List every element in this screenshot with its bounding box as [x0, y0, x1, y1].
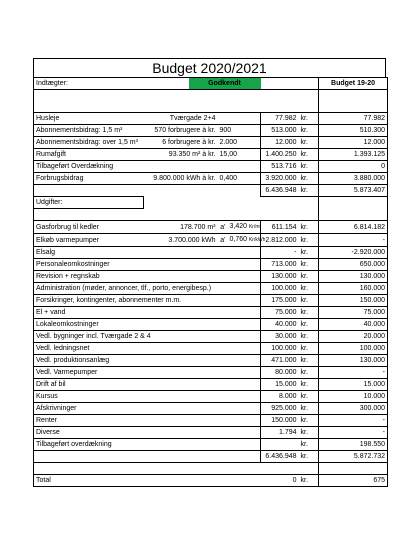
row-rate — [228, 319, 261, 331]
row-rate — [228, 307, 261, 319]
row-rate — [228, 403, 261, 415]
row-prev: 198.550 — [319, 439, 388, 451]
row-value: 80.000 — [261, 367, 299, 379]
row-a — [218, 259, 228, 271]
table-row — [34, 403, 388, 415]
row-a — [218, 283, 228, 295]
row-unit: kr. — [299, 379, 319, 391]
row-a — [218, 367, 228, 379]
row-value: 40.000 — [261, 319, 299, 331]
row-a: a' — [218, 221, 228, 234]
table-row — [34, 173, 388, 185]
row-prev: - — [319, 234, 388, 247]
row-a — [218, 295, 228, 307]
table-row — [34, 391, 388, 403]
row-desc: 93.350 m² à kr. — [144, 149, 218, 161]
row-prev: 100.000 — [319, 343, 388, 355]
row-rate: 0,760 Kr/kWh — [228, 234, 261, 247]
row-label: Renter — [34, 415, 218, 427]
row-label: Afskrivninger — [34, 403, 218, 415]
row-prev: 130.000 — [319, 355, 388, 367]
row-prev: - — [319, 367, 388, 379]
row-unit: kr. — [299, 259, 319, 271]
row-unit: kr. — [299, 415, 319, 427]
row-a — [218, 319, 228, 331]
row-unit: kr. — [299, 427, 319, 439]
row-label: Abonnementsbidrag: 1,5 m³ — [34, 125, 144, 137]
row-prev: 3.880.000 — [319, 173, 388, 185]
row-unit: kr. — [299, 295, 319, 307]
row-unit: kr. — [299, 185, 319, 197]
row-unit: kr. — [299, 137, 319, 149]
row-a — [218, 427, 228, 439]
row-label: Forbrugsbidrag — [34, 173, 144, 185]
row-value: 100.000 — [261, 343, 299, 355]
table-row — [34, 221, 388, 234]
table-row — [34, 355, 388, 367]
row-unit: kr. — [299, 125, 319, 137]
row-rate — [228, 283, 261, 295]
row-prev: 650.000 — [319, 259, 388, 271]
grand-total-prev: 675 — [319, 475, 388, 487]
row-desc: 9.800.000 kWh à kr. — [144, 173, 218, 185]
row-unit: kr. — [299, 113, 319, 125]
expense-total-row — [34, 451, 388, 463]
row-value: 75.000 — [261, 307, 299, 319]
table-row — [34, 415, 388, 427]
prev-budget-header: Budget 19-20 — [319, 78, 388, 90]
table-row — [34, 331, 388, 343]
row-rate — [228, 427, 261, 439]
row-a — [218, 355, 228, 367]
row-unit: kr. — [299, 355, 319, 367]
row-a — [218, 271, 228, 283]
row-value: 77.982 — [261, 113, 299, 125]
row-a — [218, 247, 228, 259]
table-row — [34, 283, 388, 295]
row-value: 30.000 — [261, 331, 299, 343]
row-value: 513.000 — [261, 125, 299, 137]
budget-title: Budget 2020/2021 — [33, 58, 386, 77]
row-label: Rumafgift — [34, 149, 144, 161]
grand-total-label: Total — [34, 475, 261, 487]
row-rate — [228, 271, 261, 283]
table-row — [34, 259, 388, 271]
row-label: Lokaleomkostninger — [34, 319, 218, 331]
row-unit: kr. — [299, 271, 319, 283]
row-value: 1.400.250 — [261, 149, 299, 161]
row-rate — [228, 343, 261, 355]
row-prev: 1.393.125 — [319, 149, 388, 161]
row-value: 12.000 — [261, 137, 299, 149]
row-value: 3.920.000 — [261, 173, 299, 185]
row-label: Diverse — [34, 427, 218, 439]
income-label: Indtægter: — [34, 78, 144, 90]
table-row — [34, 113, 388, 125]
row-unit: kr. — [299, 451, 319, 463]
table-row — [34, 149, 388, 161]
row-unit: kr. — [299, 403, 319, 415]
row-value: 611.154 — [261, 221, 299, 234]
row-desc: 178.700 m³ — [144, 221, 218, 234]
row-label: Tilbageført Overdækning — [34, 161, 144, 173]
row-label: Elkøb varmepumper — [34, 234, 144, 247]
spacer-row — [34, 90, 388, 102]
table-row — [34, 367, 388, 379]
row-prev: 6.814.182 — [319, 221, 388, 234]
row-unit: kr. — [299, 247, 319, 259]
row-prev: 300.000 — [319, 403, 388, 415]
income-total-prev: 5.873.407 — [319, 185, 388, 197]
row-desc: 3.700.000 kWh — [144, 234, 218, 247]
row-label: Abonnementsbidrag: over 1,5 m³ — [34, 137, 144, 149]
row-a — [218, 391, 228, 403]
row-unit: kr. — [299, 367, 319, 379]
row-rate: 0,400 — [218, 173, 261, 185]
row-rate — [228, 439, 261, 451]
income-total-row — [34, 185, 388, 197]
row-label: Revision + regnskab — [34, 271, 218, 283]
row-value: 15.000 — [261, 379, 299, 391]
row-unit: kr. — [299, 173, 319, 185]
row-value: 513.716 — [261, 161, 299, 173]
row-desc: 570 forbrugere à kr. — [144, 125, 218, 137]
row-prev: 12.000 — [319, 137, 388, 149]
grand-total-row — [34, 475, 388, 487]
row-desc — [144, 161, 218, 173]
row-label: Forsikringer, kontingenter, abonnementer m.m. — [34, 295, 218, 307]
grand-total-value: 0 — [261, 475, 299, 487]
table-row — [34, 307, 388, 319]
status-badge: Godkendt — [189, 78, 261, 90]
row-value: 150.000 — [261, 415, 299, 427]
row-label: Vedl. Varmepumper — [34, 367, 218, 379]
row-prev: 20.000 — [319, 331, 388, 343]
table-row — [34, 427, 388, 439]
row-label: Gasforbrug til kedler — [34, 221, 144, 234]
row-prev: 10.000 — [319, 391, 388, 403]
header-row — [34, 78, 388, 90]
table-row — [34, 439, 388, 451]
row-prev: 75.000 — [319, 307, 388, 319]
row-a — [218, 403, 228, 415]
row-prev: 130.000 — [319, 271, 388, 283]
spacer-row — [34, 463, 388, 475]
row-rate — [228, 331, 261, 343]
row-label: Drift af bil — [34, 379, 218, 391]
row-a: a' — [218, 234, 228, 247]
table-row — [34, 125, 388, 137]
row-label: Administration (møder, annoncer, tlf., porto, energibesp.) — [34, 283, 218, 295]
row-prev: 40.000 — [319, 319, 388, 331]
table-row — [34, 271, 388, 283]
row-unit: kr. — [299, 343, 319, 355]
budget-sheet — [33, 58, 386, 487]
row-value: 100.000 — [261, 283, 299, 295]
row-prev: -2.920.000 — [319, 247, 388, 259]
row-value: - — [261, 247, 299, 259]
row-label: Vedl. ledningsnet — [34, 343, 218, 355]
row-unit: kr. — [299, 475, 319, 487]
row-label: Personaleomkostninger — [34, 259, 218, 271]
row-rate — [228, 259, 261, 271]
table-row — [34, 234, 388, 247]
row-prev: 160.000 — [319, 283, 388, 295]
spacer-row — [34, 101, 388, 113]
row-unit: kr. — [299, 319, 319, 331]
row-a — [218, 439, 228, 451]
table-row — [34, 319, 388, 331]
row-unit: kr. — [299, 283, 319, 295]
row-a — [218, 307, 228, 319]
table-row — [34, 247, 388, 259]
row-label: Vedl. produktionsanlæg — [34, 355, 218, 367]
row-value: 130.000 — [261, 271, 299, 283]
row-unit: kr. — [299, 439, 319, 451]
row-unit: kr. — [299, 161, 319, 173]
row-desc: 6 forbrugere à kr. — [144, 137, 218, 149]
row-value: 1.794 — [261, 427, 299, 439]
row-value: 925.000 — [261, 403, 299, 415]
expense-label: Udgifter: — [34, 197, 144, 209]
row-prev: 0 — [319, 161, 388, 173]
row-a — [218, 415, 228, 427]
row-desc: Tværgade 2+4 — [144, 113, 218, 125]
row-value — [261, 439, 299, 451]
row-label: Husleje — [34, 113, 144, 125]
row-rate — [228, 295, 261, 307]
row-rate — [218, 161, 261, 173]
expense-label-row — [34, 197, 388, 209]
table-row — [34, 343, 388, 355]
row-unit: kr. — [299, 391, 319, 403]
row-rate — [228, 415, 261, 427]
table-row — [34, 379, 388, 391]
row-rate — [228, 379, 261, 391]
expense-total-prev: 5.872.732 — [319, 451, 388, 463]
row-label: Kursus — [34, 391, 218, 403]
row-value: 2.812.000 — [261, 234, 299, 247]
row-unit: kr. — [299, 149, 319, 161]
row-value: 8.000 — [261, 391, 299, 403]
row-prev: 150.000 — [319, 295, 388, 307]
row-rate — [228, 391, 261, 403]
table-row — [34, 137, 388, 149]
row-label: Vedl. bygninger incl. Tværgade 2 & 4 — [34, 331, 218, 343]
row-prev: - — [319, 427, 388, 439]
row-value: 175.000 — [261, 295, 299, 307]
row-prev: 15.000 — [319, 379, 388, 391]
row-prev: - — [319, 415, 388, 427]
row-prev: 77.982 — [319, 113, 388, 125]
row-rate — [228, 355, 261, 367]
row-unit: kr. — [299, 234, 319, 247]
income-total-value: 6.436.948 — [261, 185, 299, 197]
row-rate: 2.000 — [218, 137, 261, 149]
row-unit: kr. — [299, 331, 319, 343]
row-rate — [218, 113, 261, 125]
expense-total-value: 6.436.948 — [261, 451, 299, 463]
row-label: Elsalg — [34, 247, 218, 259]
spacer-row — [34, 209, 388, 221]
row-rate: 15,00 — [218, 149, 261, 161]
table-row — [34, 161, 388, 173]
row-prev: 510.300 — [319, 125, 388, 137]
row-label: El + vand — [34, 307, 218, 319]
row-label: Tilbageført overdækning — [34, 439, 218, 451]
row-unit: kr. — [299, 221, 319, 234]
row-a — [218, 343, 228, 355]
row-rate: 3,420 Kr/m³ — [228, 221, 261, 234]
row-value: 471.000 — [261, 355, 299, 367]
row-rate — [228, 367, 261, 379]
table-row — [34, 295, 388, 307]
row-rate: 900 — [218, 125, 261, 137]
row-value: 713.000 — [261, 259, 299, 271]
budget-table — [33, 77, 388, 487]
row-unit: kr. — [299, 307, 319, 319]
row-a — [218, 331, 228, 343]
row-a — [218, 379, 228, 391]
row-rate — [228, 247, 261, 259]
